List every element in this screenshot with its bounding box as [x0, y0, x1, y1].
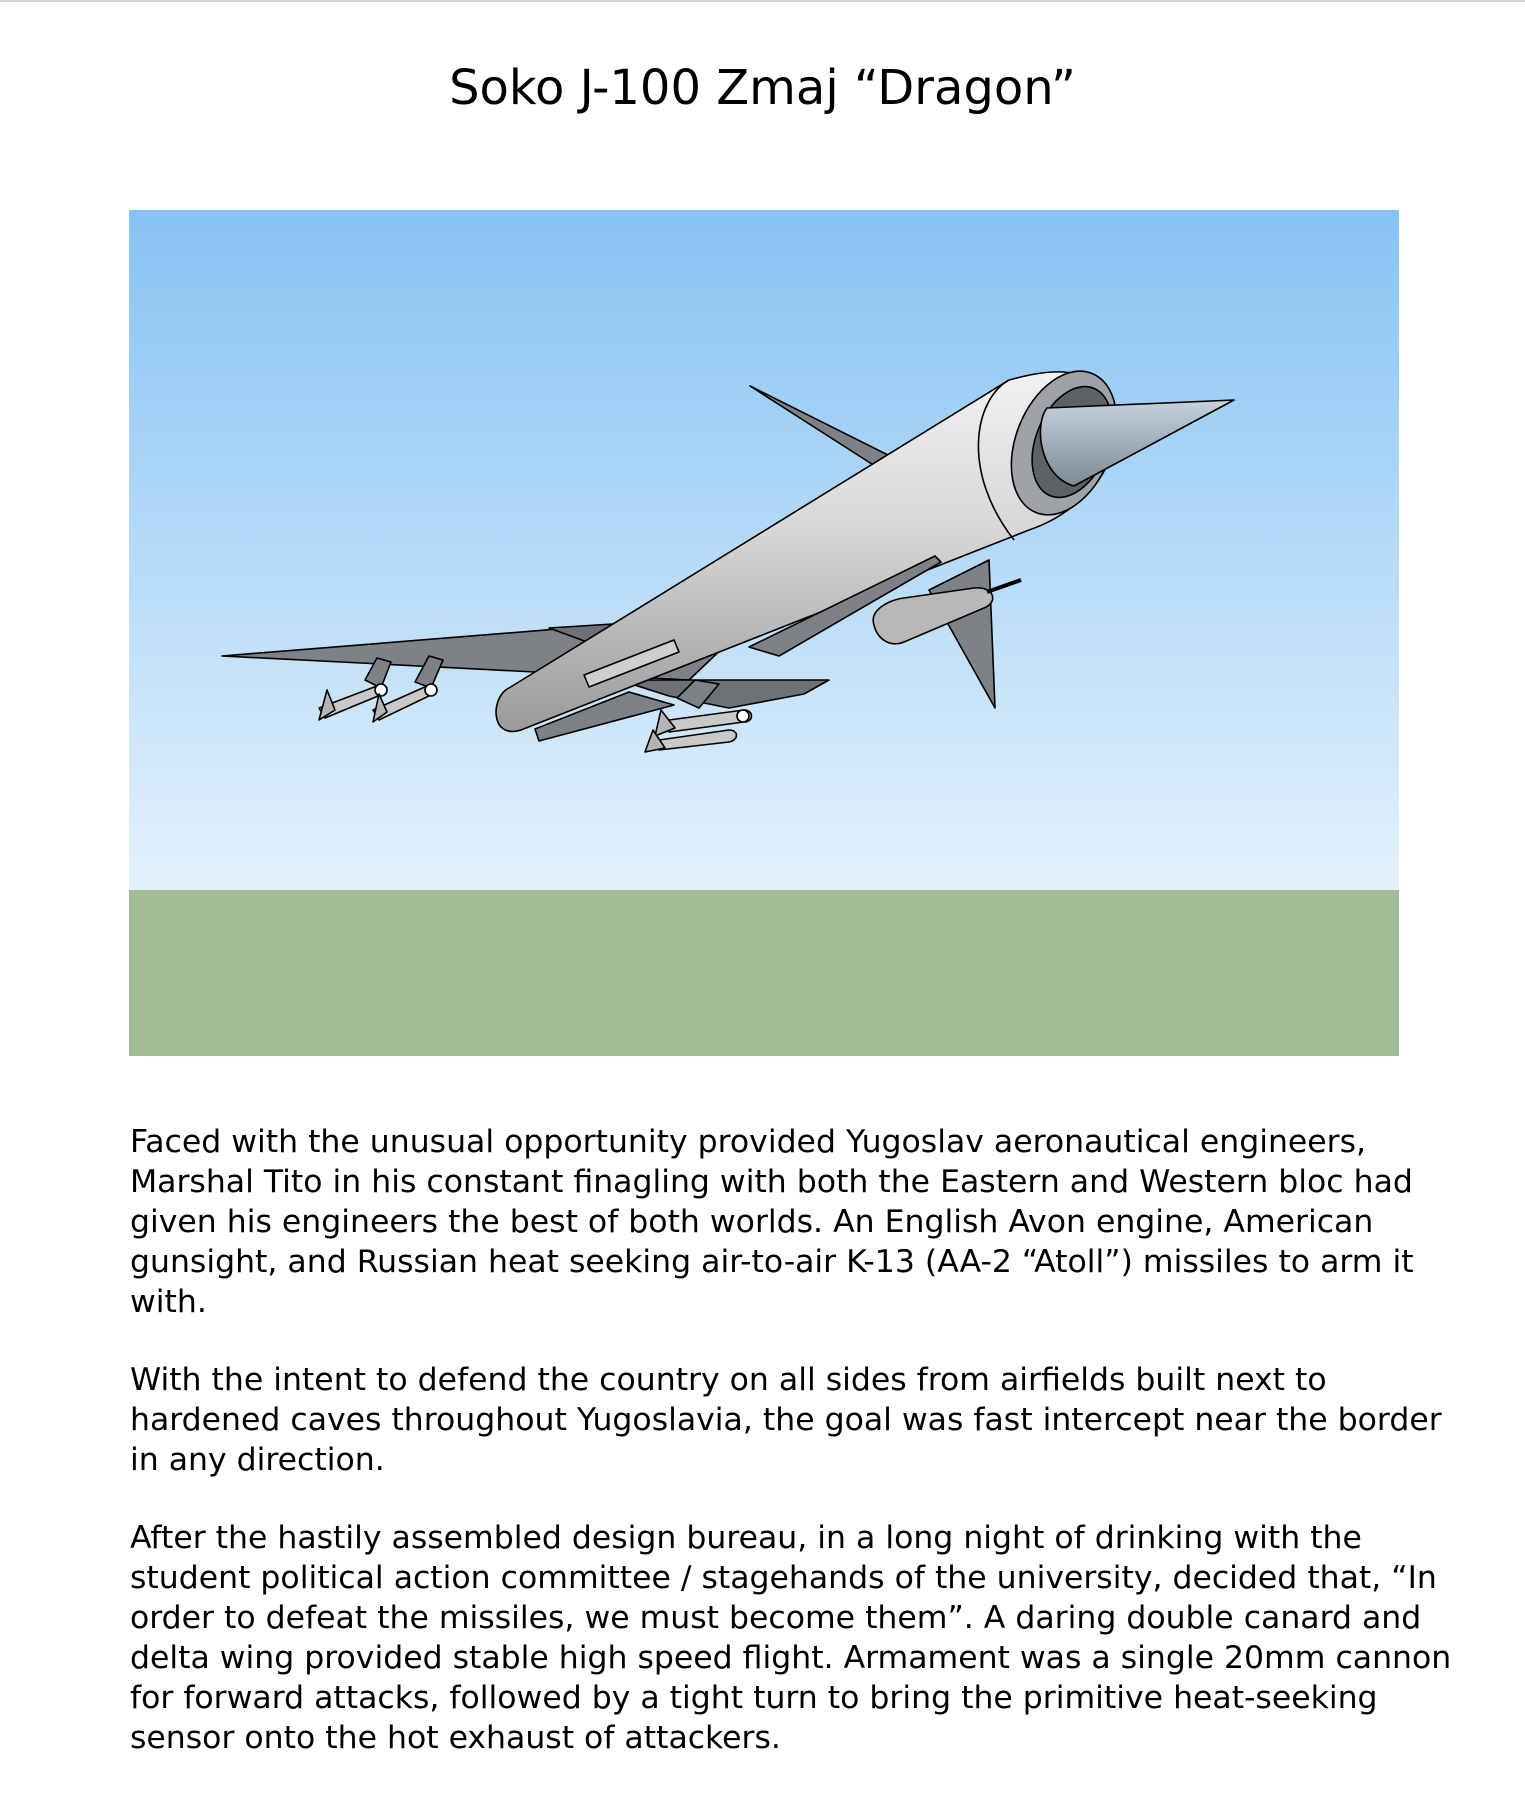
article-body	[130, 1122, 1470, 1796]
top-rule	[0, 0, 1525, 2]
aircraft-illustration	[129, 210, 1399, 1056]
paragraph-2: With the intent to defend the country on all sides from airfields built next to hardened caves throughout Yugoslavia, the goal was fast intercept near the border in any direction.	[130, 1362, 1442, 1478]
paragraph-1: Faced with the unusual opportunity provided Yugoslav aeronautical engineers, Marshal Tito in his constant finagling with both the Eastern and Western bloc had given his engineers the best of both worlds. An English Avon engine, American gunsight, and Russian heat seeking air-to-air K-13 (AA-2 “Atoll”) missiles to arm it with.	[130, 1124, 1414, 1320]
paragraph-3: After the hastily assembled design bureau, in a long night of drinking with the student political action committee / stagehands of the university, decided that, “In order to defeat the missiles, we must become them”. A daring double canard and delta wing provided stable high speed flight. Armament was a single 20mm cannon for forward attacks, followed by a tight turn to bring the primitive heat-seeking sensor onto the hot exhaust of attackers.	[130, 1520, 1452, 1756]
page-title: Soko J-100 Zmaj “Dragon”	[449, 60, 1076, 116]
ground	[129, 890, 1399, 1056]
